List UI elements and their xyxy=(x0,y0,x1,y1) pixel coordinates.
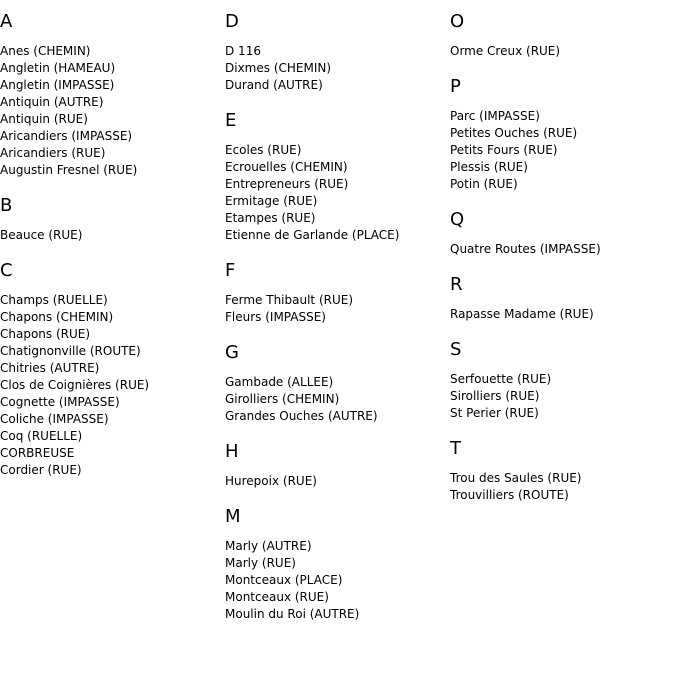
letter-heading: B xyxy=(0,195,13,216)
street-list xyxy=(0,43,225,179)
street-link[interactable]: Gambade (ALLEE) xyxy=(225,375,334,389)
street-link[interactable]: Parc (IMPASSE) xyxy=(450,109,540,123)
letter-section xyxy=(0,195,225,244)
street-list xyxy=(450,306,675,323)
letter-heading: F xyxy=(225,260,236,281)
street-list xyxy=(225,292,450,326)
street-link[interactable]: Durand (AUTRE) xyxy=(225,78,323,92)
letter-heading: R xyxy=(450,274,463,295)
street-link[interactable]: Aricandiers (IMPASSE) xyxy=(0,129,133,143)
index-column xyxy=(225,0,450,639)
letter-section xyxy=(450,76,675,193)
letter-section xyxy=(0,260,225,479)
street-link[interactable]: Serfouette (RUE) xyxy=(450,372,552,386)
street-link[interactable]: Moulin du Roi (AUTRE) xyxy=(225,607,360,621)
letter-section xyxy=(225,110,450,244)
street-link[interactable]: Petites Ouches (RUE) xyxy=(450,126,578,140)
street-link[interactable]: Petits Fours (RUE) xyxy=(450,143,558,157)
street-link[interactable]: Ermitage (RUE) xyxy=(225,194,318,208)
letter-section xyxy=(450,274,675,323)
street-link[interactable]: Marly (RUE) xyxy=(225,556,296,570)
letter-heading: S xyxy=(450,339,462,360)
letter-heading: E xyxy=(225,110,237,131)
street-link[interactable]: Marly (AUTRE) xyxy=(225,539,312,553)
letter-section xyxy=(450,339,675,422)
street-link[interactable]: St Perier (RUE) xyxy=(450,406,539,420)
street-link[interactable]: Angletin (IMPASSE) xyxy=(0,78,115,92)
letter-heading: T xyxy=(450,438,461,459)
letter-heading: A xyxy=(0,11,13,32)
street-list xyxy=(450,241,675,258)
street-link[interactable]: Hurepoix (RUE) xyxy=(225,474,317,488)
letter-section xyxy=(225,260,450,326)
letter-section xyxy=(450,11,675,60)
street-link[interactable]: D 116 xyxy=(225,44,261,58)
street-link[interactable]: Antiquin (RUE) xyxy=(0,112,88,126)
letter-section xyxy=(225,342,450,425)
street-link[interactable]: Coliche (IMPASSE) xyxy=(0,412,109,426)
street-link[interactable]: Girolliers (CHEMIN) xyxy=(225,392,340,406)
street-link[interactable]: Sirolliers (RUE) xyxy=(450,389,540,403)
street-link[interactable]: Ecoles (RUE) xyxy=(225,143,302,157)
street-list xyxy=(225,473,450,490)
street-link[interactable]: Ferme Thibault (RUE) xyxy=(225,293,354,307)
street-link[interactable]: Ecrouelles (CHEMIN) xyxy=(225,160,348,174)
street-link[interactable]: Champs (RUELLE) xyxy=(0,293,108,307)
letter-section xyxy=(0,11,225,179)
street-list xyxy=(450,470,675,504)
street-link[interactable]: Trou des Saules (RUE) xyxy=(450,471,582,485)
letter-section xyxy=(450,209,675,258)
street-link[interactable]: Anes (CHEMIN) xyxy=(0,44,91,58)
street-list xyxy=(450,371,675,422)
street-link[interactable]: Etienne de Garlande (PLACE) xyxy=(225,228,400,242)
street-link[interactable]: Plessis (RUE) xyxy=(450,160,528,174)
letter-section xyxy=(225,441,450,490)
street-link[interactable]: Potin (RUE) xyxy=(450,177,518,191)
street-link[interactable]: Coq (RUELLE) xyxy=(0,429,83,443)
street-link[interactable]: Chapons (RUE) xyxy=(0,327,91,341)
street-link[interactable]: Clos de Coignières (RUE) xyxy=(0,378,150,392)
street-link[interactable]: CORBREUSE xyxy=(0,446,75,460)
street-link[interactable]: Antiquin (AUTRE) xyxy=(0,95,104,109)
street-link[interactable]: Angletin (HAMEAU) xyxy=(0,61,116,75)
street-link[interactable]: Cordier (RUE) xyxy=(0,463,82,477)
letter-heading: G xyxy=(225,342,239,363)
street-link[interactable]: Quatre Routes (IMPASSE) xyxy=(450,242,601,256)
street-link[interactable]: Fleurs (IMPASSE) xyxy=(225,310,326,324)
street-list xyxy=(225,374,450,425)
street-list xyxy=(0,227,225,244)
letter-section xyxy=(225,11,450,94)
street-link[interactable]: Montceaux (PLACE) xyxy=(225,573,343,587)
street-link[interactable]: Etampes (RUE) xyxy=(225,211,316,225)
letter-heading: M xyxy=(225,506,241,527)
letter-heading: D xyxy=(225,11,239,32)
street-list xyxy=(450,108,675,193)
index-column xyxy=(450,0,675,520)
letter-heading: O xyxy=(450,11,465,32)
street-link[interactable]: Rapasse Madame (RUE) xyxy=(450,307,594,321)
street-link[interactable]: Chapons (CHEMIN) xyxy=(0,310,114,324)
street-link[interactable]: Dixmes (CHEMIN) xyxy=(225,61,332,75)
street-link[interactable]: Chitries (AUTRE) xyxy=(0,361,100,375)
street-list xyxy=(0,292,225,479)
street-list xyxy=(225,142,450,244)
street-list xyxy=(225,538,450,623)
letter-section xyxy=(225,506,450,623)
street-list xyxy=(225,43,450,94)
index-column xyxy=(0,0,225,495)
letter-heading: C xyxy=(0,260,13,281)
letter-section xyxy=(450,438,675,504)
street-link[interactable]: Grandes Ouches (AUTRE) xyxy=(225,409,378,423)
street-link[interactable]: Trouvilliers (ROUTE) xyxy=(450,488,569,502)
letter-heading: P xyxy=(450,76,461,97)
street-link[interactable]: Cognette (IMPASSE) xyxy=(0,395,120,409)
street-link[interactable]: Augustin Fresnel (RUE) xyxy=(0,163,138,177)
letter-heading: H xyxy=(225,441,239,462)
street-link[interactable]: Montceaux (RUE) xyxy=(225,590,329,604)
street-link[interactable]: Orme Creux (RUE) xyxy=(450,44,561,58)
street-list xyxy=(450,43,675,60)
street-link[interactable]: Chatignonville (ROUTE) xyxy=(0,344,141,358)
letter-heading: Q xyxy=(450,209,465,230)
street-link[interactable]: Entrepreneurs (RUE) xyxy=(225,177,349,191)
street-link[interactable]: Beauce (RUE) xyxy=(0,228,83,242)
street-link[interactable]: Aricandiers (RUE) xyxy=(0,146,106,160)
